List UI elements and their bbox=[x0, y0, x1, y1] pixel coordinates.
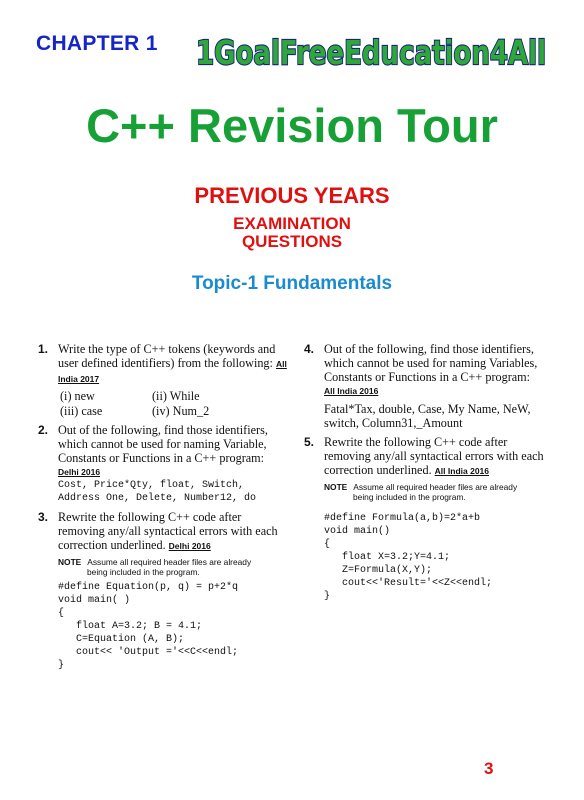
question-number: 5. bbox=[304, 435, 315, 449]
option-item: (ii) While bbox=[152, 389, 200, 403]
identifier-list-line: Cost, Price*Qty, float, Switch, bbox=[58, 480, 245, 491]
logo-text: 1GoalFreeEducation4All bbox=[196, 33, 546, 72]
note-text-line-1: Assume all required header files are already bbox=[87, 557, 252, 567]
brand-logo bbox=[194, 30, 548, 72]
note bbox=[324, 482, 554, 502]
question-text: Rewrite the following C++ code after removing any/all syntactical errors with each correction underlined. bbox=[58, 510, 278, 552]
exam-source: All India 2017 bbox=[58, 359, 287, 384]
question-3 bbox=[38, 510, 288, 672]
option-item: (iv) Num_2 bbox=[152, 404, 210, 418]
question-2 bbox=[38, 423, 288, 505]
exam-source: Delhi 2016 bbox=[58, 467, 101, 477]
exam-source: All India 2016 bbox=[434, 466, 490, 476]
note-label: NOTE bbox=[324, 482, 348, 492]
exam-source: All India 2016 bbox=[324, 386, 379, 396]
question-text: Out of the following, find those identifiers, which cannot be used for naming Variable, Constants or Functions in a C++ program: bbox=[58, 423, 268, 465]
page-number: 3 bbox=[484, 759, 494, 778]
code-block: #define Formula(a,b)=2*a+b void main() { float X=3.2;Y=4.1; Z=Formula(X,Y); cout<<'Result='<<Z<<endl; } bbox=[324, 513, 493, 602]
option-item: (i) new bbox=[60, 389, 95, 403]
question-number: 4. bbox=[304, 342, 315, 356]
identifier-list-line: Address One, Delete, Number12, do bbox=[58, 493, 257, 504]
section-heading: PREVIOUS YEARS bbox=[194, 183, 390, 208]
question-4 bbox=[304, 342, 554, 430]
option-item: (iii) case bbox=[60, 404, 103, 418]
section-subheading-line-1: EXAMINATION bbox=[233, 214, 351, 233]
question-text: Rewrite the following C++ code after removing any/all syntactical errors with each correction underlined. bbox=[324, 435, 544, 477]
note-text-line-1: Assume all required header files are already bbox=[353, 482, 518, 492]
note-text-line-2: being included in the program. bbox=[353, 492, 466, 502]
question-text: Write the type of C++ tokens (keywords and user defined identifiers) from the following: bbox=[58, 342, 276, 370]
question-5 bbox=[304, 435, 554, 603]
question-number: 1. bbox=[38, 342, 49, 356]
section-subheading-line-2: QUESTIONS bbox=[241, 232, 343, 251]
section-subheading bbox=[0, 215, 584, 251]
note bbox=[58, 557, 288, 577]
chapter-label: CHAPTER 1 bbox=[36, 32, 158, 55]
exam-source: Delhi 2016 bbox=[168, 541, 211, 551]
question-text: Out of the following, find those identifiers, which cannot be used for naming Variables, Constants or Functions in a C++ program: bbox=[324, 342, 538, 384]
topic-heading: Topic-1 Fundamentals bbox=[191, 273, 393, 294]
question-number: 3. bbox=[38, 510, 49, 524]
question-1 bbox=[38, 342, 288, 418]
note-text-line-2: being included in the program. bbox=[87, 567, 200, 577]
option-list bbox=[58, 389, 288, 418]
left-column bbox=[38, 342, 288, 677]
identifier-list: Fatal*Tax, double, Case, My Name, NeW, switch, Column31,_Amount bbox=[324, 402, 531, 430]
note-label: NOTE bbox=[58, 557, 82, 567]
page-title: C++ Revision Tour bbox=[86, 99, 498, 152]
question-number: 2. bbox=[38, 423, 49, 437]
code-block: #define Equation(p, q) = p+2*q void main( ) { float A=3.2; B = 4.1; C=Equation (A, B); cout<< 'Output ='<<C<<endl; } bbox=[58, 582, 239, 671]
right-column bbox=[304, 342, 554, 608]
